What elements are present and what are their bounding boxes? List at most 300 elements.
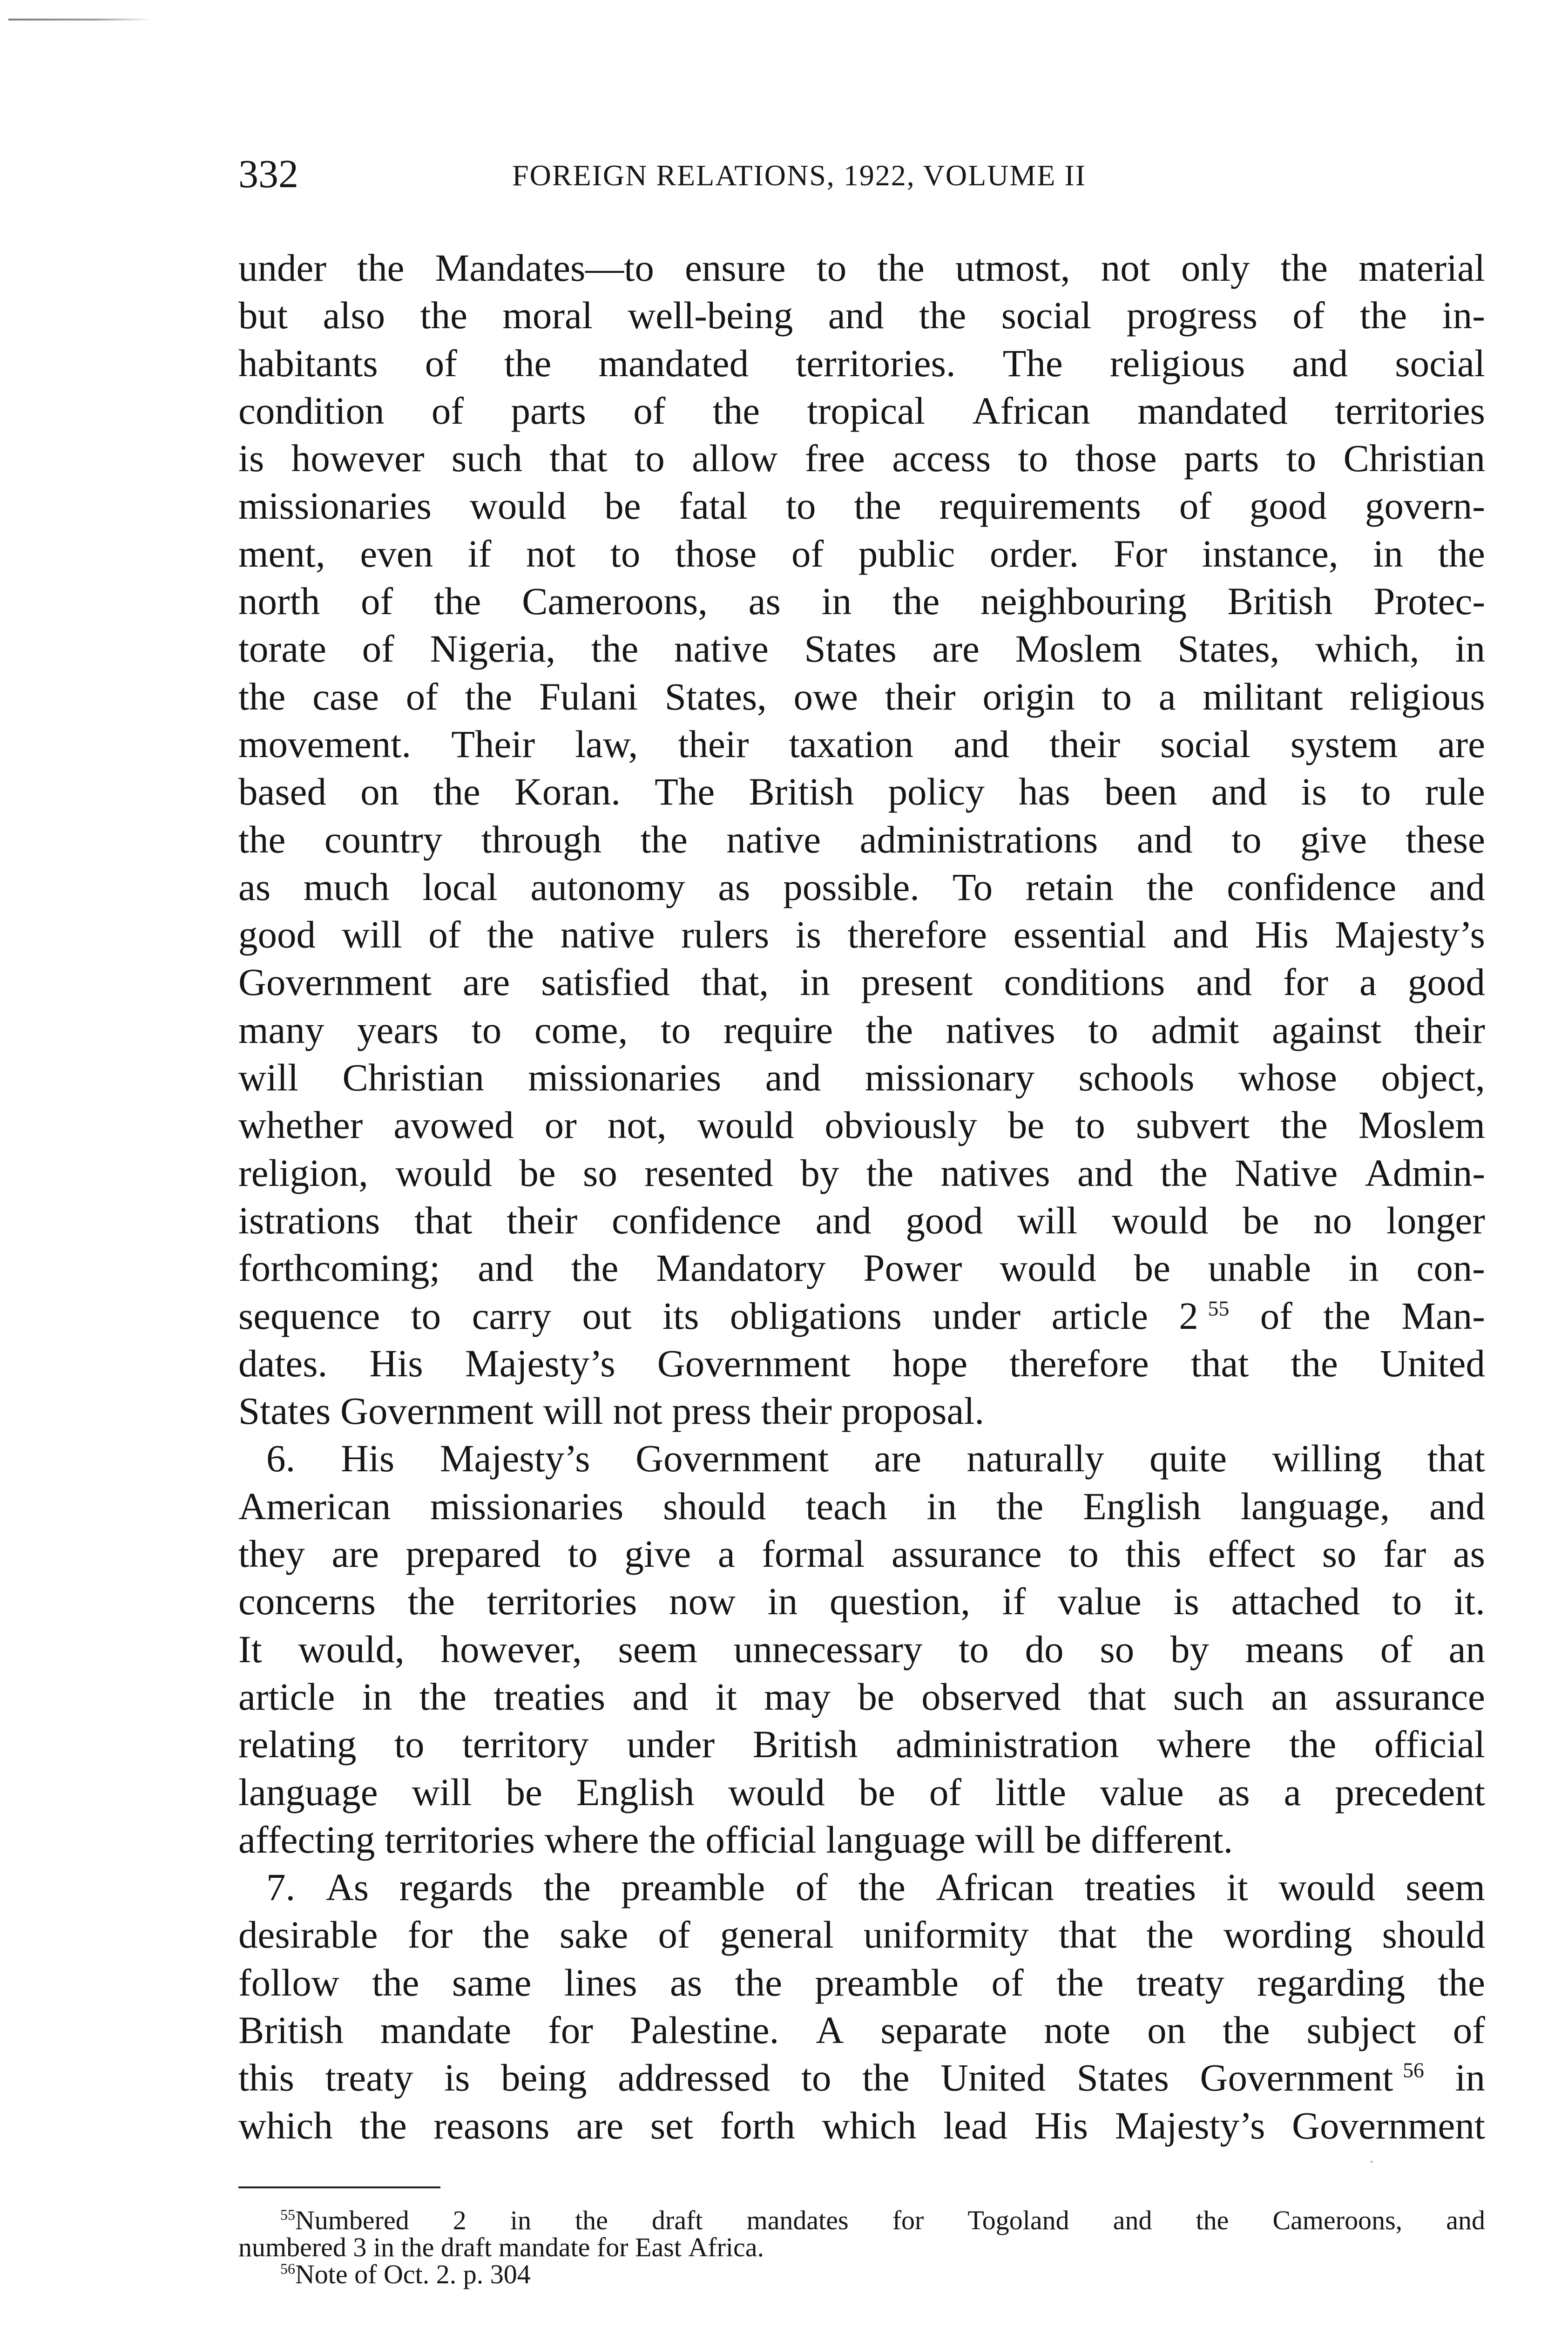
word: the — [433, 770, 480, 813]
word: Mandates—to — [435, 246, 654, 289]
word: desirable — [238, 1913, 378, 1956]
word: good — [1407, 961, 1485, 1004]
word: dates. — [238, 1341, 328, 1385]
word: preamble — [621, 1866, 765, 1909]
word: for — [407, 1913, 453, 1956]
word: satisfied — [541, 961, 670, 1004]
word: militant — [1203, 675, 1323, 718]
word: of — [791, 532, 824, 575]
word: of — [360, 580, 393, 623]
word: system — [1290, 722, 1398, 765]
body-line — [238, 387, 1485, 434]
word: whose — [1238, 1056, 1337, 1099]
word: access — [892, 437, 991, 480]
word: years — [357, 1008, 439, 1051]
word: would — [1111, 1198, 1209, 1242]
word: the — [919, 294, 966, 337]
word: reasons — [433, 2104, 550, 2147]
word: mandated — [1137, 389, 1288, 432]
word: under — [238, 246, 326, 289]
word: effect — [1208, 1532, 1296, 1576]
word: assurance — [892, 1532, 1042, 1576]
word: Moslem — [1015, 627, 1142, 670]
word: Togoland — [967, 2205, 1069, 2235]
body-line — [238, 720, 1485, 768]
word: by — [800, 1151, 839, 1194]
word: out — [582, 1294, 632, 1337]
word: official — [705, 1818, 817, 1861]
word: schools — [1078, 1056, 1195, 1099]
word: law, — [575, 722, 638, 765]
body-line — [238, 339, 1485, 387]
word: a — [1284, 1770, 1301, 1814]
word: the — [1359, 294, 1407, 337]
word: territory — [462, 1723, 589, 1766]
word: their — [885, 675, 956, 718]
word: to — [660, 1008, 691, 1051]
word: habitants — [238, 341, 378, 385]
footnote-line — [238, 2234, 1485, 2261]
word: and — [1446, 2205, 1485, 2235]
scan-speck — [1371, 2161, 1372, 2163]
word: His — [369, 1341, 423, 1385]
word: it — [1226, 1866, 1248, 1909]
word: unnecessary — [733, 1627, 923, 1671]
word: the — [359, 2104, 407, 2147]
word: are — [874, 1437, 921, 1480]
word: the — [1160, 1151, 1208, 1194]
word: mandated — [598, 341, 749, 385]
word: the — [1196, 2205, 1229, 2235]
footnote-reference: 55 — [1208, 1296, 1230, 1320]
word: obligations — [730, 1294, 902, 1337]
word: teach — [805, 1484, 887, 1528]
word: natives — [946, 1008, 1055, 1051]
word: States — [238, 1389, 331, 1433]
word: observed — [921, 1675, 1061, 1718]
word: torate — [238, 627, 326, 670]
word: native — [726, 818, 821, 861]
word: in — [1455, 627, 1485, 670]
body-line — [238, 577, 1485, 625]
word: so — [1100, 1627, 1135, 1671]
word: the — [372, 1961, 419, 2004]
word: set — [650, 2104, 694, 2147]
word: To — [952, 865, 993, 908]
word: different. — [1091, 1818, 1233, 1861]
word: in — [1455, 2056, 1485, 2099]
word: Cameroons, — [522, 580, 708, 623]
word: the — [482, 1913, 530, 1956]
word: forth — [720, 2104, 795, 2147]
word: territories. — [796, 341, 956, 385]
body-line — [238, 1577, 1485, 1625]
word: The — [655, 770, 715, 813]
word: concerns — [238, 1580, 376, 1623]
word: that, — [701, 961, 769, 1004]
word: in — [510, 2205, 531, 2235]
word: and — [1429, 865, 1485, 908]
word: unable — [1208, 1246, 1311, 1290]
word: 2 — [453, 2205, 466, 2235]
word: the — [649, 1818, 696, 1861]
word: carry — [472, 1294, 552, 1337]
word: under — [627, 1723, 715, 1766]
word: where — [544, 1818, 639, 1861]
word: only — [1181, 246, 1250, 289]
word: language — [826, 1818, 966, 1861]
word: press — [672, 1389, 751, 1433]
word: general — [720, 1913, 834, 1956]
word: of — [406, 675, 438, 718]
word: good — [1249, 484, 1327, 528]
word: policy — [888, 770, 985, 813]
word: ment, — [238, 532, 325, 575]
body-line — [238, 911, 1485, 958]
word: as — [669, 1961, 703, 2004]
body-line — [238, 958, 1485, 1006]
word: much — [303, 865, 390, 908]
word: will — [342, 913, 402, 956]
word: for — [892, 2205, 924, 2235]
word: requirements — [939, 484, 1141, 528]
word: be — [1045, 1818, 1081, 1861]
word: treaties — [1084, 1866, 1196, 1909]
word: in — [1348, 1246, 1379, 1290]
word: draft — [652, 2205, 703, 2235]
word: and — [1113, 2205, 1152, 2235]
word: United — [940, 2056, 1046, 2099]
word: through — [481, 818, 602, 861]
word: the — [877, 246, 925, 289]
word: it — [715, 1675, 737, 1718]
word: territories — [385, 1818, 535, 1861]
word: even — [360, 532, 433, 575]
word: to — [785, 484, 816, 528]
word: will — [412, 1770, 472, 1814]
body-line — [238, 625, 1485, 672]
word: to — [1088, 1008, 1118, 1051]
word: the — [854, 484, 901, 528]
word: the — [401, 2232, 434, 2262]
word: to — [816, 246, 847, 289]
word: to — [1102, 675, 1132, 718]
word: so — [583, 1151, 617, 1194]
word: means — [1245, 1627, 1344, 1671]
footnote-reference: 56 — [1403, 2058, 1424, 2082]
word: the — [1056, 1961, 1104, 2004]
word: to — [1075, 1103, 1105, 1147]
word: the — [419, 1675, 467, 1718]
word: if — [1002, 1580, 1026, 1623]
word: against — [1272, 1008, 1382, 1051]
body-line — [238, 1340, 1485, 1387]
word: avowed — [393, 1103, 514, 1147]
word: instance, — [1202, 532, 1338, 575]
body-line — [238, 244, 1485, 291]
body-text — [238, 244, 1485, 2149]
word: to — [1361, 770, 1391, 813]
word: quite — [1149, 1437, 1227, 1480]
word: under — [933, 1294, 1021, 1337]
word: His — [1034, 2104, 1088, 2147]
word: British — [749, 770, 854, 813]
word: and — [828, 294, 884, 337]
body-line — [238, 1054, 1485, 1101]
word: con- — [1416, 1246, 1485, 1290]
word: and — [1136, 818, 1193, 861]
word: territories — [487, 1580, 637, 1623]
word: religious — [1350, 675, 1485, 718]
word: an — [1448, 1627, 1485, 1671]
word: the — [712, 389, 760, 432]
word: addressed — [618, 2056, 770, 2099]
word: are — [1438, 722, 1485, 765]
word: istrations — [238, 1198, 380, 1242]
word: Nigeria, — [430, 627, 556, 670]
word: be — [858, 1675, 894, 1718]
word: and — [953, 722, 1009, 765]
word: 6. — [266, 1437, 296, 1480]
word: It — [238, 1627, 262, 1671]
word: of — [1380, 1627, 1413, 1671]
word: as — [1217, 1770, 1250, 1814]
word: administrations — [859, 818, 1098, 861]
word: sake — [559, 1913, 629, 1956]
word: willing — [1272, 1437, 1382, 1480]
word: that — [414, 1198, 473, 1242]
word: to — [394, 1723, 425, 1766]
word: British — [1227, 580, 1333, 623]
word: be — [519, 1151, 556, 1194]
word: religious — [1109, 341, 1245, 385]
word: for — [548, 2008, 593, 2051]
word: the — [420, 294, 467, 337]
word: the — [238, 818, 286, 861]
word: tropical — [807, 389, 926, 432]
word: 304 — [490, 2259, 531, 2289]
word: moral — [502, 294, 593, 337]
word: language, — [1240, 1484, 1390, 1528]
word: Government — [340, 1389, 534, 1433]
word: to — [411, 1294, 441, 1337]
word: States, — [664, 675, 767, 718]
word: African — [936, 1866, 1054, 1909]
word: may — [764, 1675, 831, 1718]
word: of — [1260, 1294, 1292, 1337]
body-line — [238, 863, 1485, 911]
word: lead — [943, 2104, 1008, 2147]
word: as — [1453, 1532, 1485, 1576]
body-line — [238, 1387, 1485, 1435]
word: object, — [1381, 1056, 1485, 1099]
word: missionaries — [238, 484, 432, 528]
word: its — [662, 1294, 699, 1337]
word: in — [362, 1675, 392, 1718]
word: come, — [534, 1008, 628, 1051]
word: His — [1255, 913, 1309, 956]
word: treaties — [493, 1675, 606, 1718]
word: good — [906, 1198, 983, 1242]
word: preamble — [815, 1961, 959, 2004]
word: give — [1300, 818, 1367, 861]
word: proposal. — [841, 1389, 985, 1433]
word: mandate — [380, 2008, 512, 2051]
word: Moslem — [1358, 1103, 1485, 1147]
word: whether — [238, 1103, 363, 1147]
word: official — [1374, 1723, 1485, 1766]
word: would, — [298, 1627, 405, 1671]
word: those — [1075, 437, 1157, 480]
word: and — [1211, 770, 1267, 813]
word: to — [1068, 1532, 1099, 1576]
word: Protec- — [1373, 580, 1485, 623]
word: not — [1101, 246, 1150, 289]
word: Oct. — [383, 2259, 430, 2289]
word: East — [635, 2232, 682, 2262]
word: not — [526, 532, 576, 575]
word: note — [1044, 2008, 1111, 2051]
word: been — [1104, 770, 1177, 813]
word: would — [395, 1151, 492, 1194]
word: assurance — [1335, 1675, 1485, 1718]
word: native — [560, 913, 655, 956]
word: missionary — [865, 1056, 1035, 1099]
body-line — [238, 816, 1485, 863]
word: naturally — [966, 1437, 1104, 1480]
word: not, — [607, 1103, 667, 1147]
word: administration — [895, 1723, 1119, 1766]
word: 2. — [436, 2259, 457, 2289]
word: language — [238, 1770, 378, 1814]
word: conditions — [1004, 961, 1165, 1004]
word: require — [723, 1008, 833, 1051]
word: taxation — [789, 722, 913, 765]
word: the — [1223, 2008, 1270, 2051]
body-line — [238, 1482, 1485, 1530]
word: attached — [1231, 1580, 1360, 1623]
word: to — [1018, 437, 1048, 480]
word: would — [1000, 1246, 1096, 1290]
body-line — [238, 530, 1485, 577]
word: Government — [635, 1437, 829, 1480]
word: Koran. — [514, 770, 621, 813]
word: their — [761, 1389, 832, 1433]
word: in — [373, 2232, 395, 2262]
word: order. — [989, 532, 1079, 575]
word: condition — [238, 389, 385, 432]
word: His — [340, 1437, 395, 1480]
word: on — [1147, 2008, 1186, 2051]
word: is — [795, 913, 822, 956]
word: should — [1382, 1913, 1485, 1956]
word: regards — [399, 1866, 513, 1909]
word: British — [238, 2008, 344, 2051]
word: to — [568, 1532, 598, 1576]
word: but — [238, 294, 288, 337]
word: same — [452, 1961, 532, 2004]
word: be — [506, 1770, 542, 1814]
word: to — [959, 1627, 989, 1671]
word: north — [238, 580, 320, 623]
word: are — [331, 1532, 379, 1576]
word: p. — [463, 2259, 484, 2289]
word: this — [1125, 1532, 1182, 1576]
word: be — [858, 1770, 895, 1814]
word: on — [360, 770, 399, 813]
body-line — [238, 1625, 1485, 1673]
word: will — [975, 1818, 1035, 1861]
word: mandate — [498, 2232, 590, 2262]
word: however — [291, 437, 425, 480]
body-line — [238, 1244, 1485, 1292]
word: social — [1001, 294, 1092, 337]
word: therefore — [1009, 1341, 1149, 1385]
word: the — [543, 1866, 591, 1909]
word: the — [996, 1484, 1044, 1528]
word: so — [1322, 1532, 1357, 1576]
footnotes — [238, 2207, 1485, 2288]
word: or — [544, 1103, 577, 1147]
word: Government $^{56}$ — [1200, 2056, 1424, 2099]
word: a — [717, 1532, 735, 1576]
word: hope — [892, 1341, 968, 1385]
word: that — [1058, 1913, 1117, 1956]
word: a — [1158, 675, 1176, 718]
word: separate — [880, 2008, 1007, 2051]
word: allow — [692, 437, 778, 480]
word: not — [613, 1389, 662, 1433]
body-line — [238, 1863, 1485, 1911]
word: is — [1301, 770, 1327, 813]
word: would — [697, 1103, 794, 1147]
word: African — [972, 389, 1090, 432]
word: ensure — [684, 246, 786, 289]
word: would — [728, 1770, 825, 1814]
word: essential — [1013, 913, 1147, 956]
word: which — [238, 2104, 333, 2147]
word: if — [467, 532, 492, 575]
word: in- — [1442, 294, 1485, 337]
word: that — [1088, 1675, 1146, 1718]
word: mandates — [746, 2205, 849, 2235]
word: such — [1173, 1675, 1244, 1718]
word: is — [444, 2056, 470, 2099]
word: wording — [1223, 1913, 1352, 1956]
word: progress — [1126, 294, 1257, 337]
word: rulers — [681, 913, 770, 956]
word: the — [1289, 1723, 1337, 1766]
word: where — [1156, 1723, 1251, 1766]
word: the — [591, 627, 639, 670]
word: this — [238, 2056, 294, 2099]
word: the — [1438, 532, 1485, 575]
word: the — [571, 1246, 619, 1290]
word: that — [549, 437, 608, 480]
word: and — [478, 1246, 534, 1290]
word: good — [238, 913, 316, 956]
word: Cameroons, — [1272, 2205, 1403, 2235]
word: being — [501, 2056, 587, 2099]
word: seem — [618, 1627, 698, 1671]
word: question, — [829, 1580, 970, 1623]
word: English — [1083, 1484, 1201, 1528]
word: many — [238, 1008, 324, 1051]
word: lines — [564, 1961, 637, 2004]
word: movement. — [238, 722, 412, 765]
body-line — [238, 1959, 1485, 2006]
word: owe — [793, 675, 858, 718]
